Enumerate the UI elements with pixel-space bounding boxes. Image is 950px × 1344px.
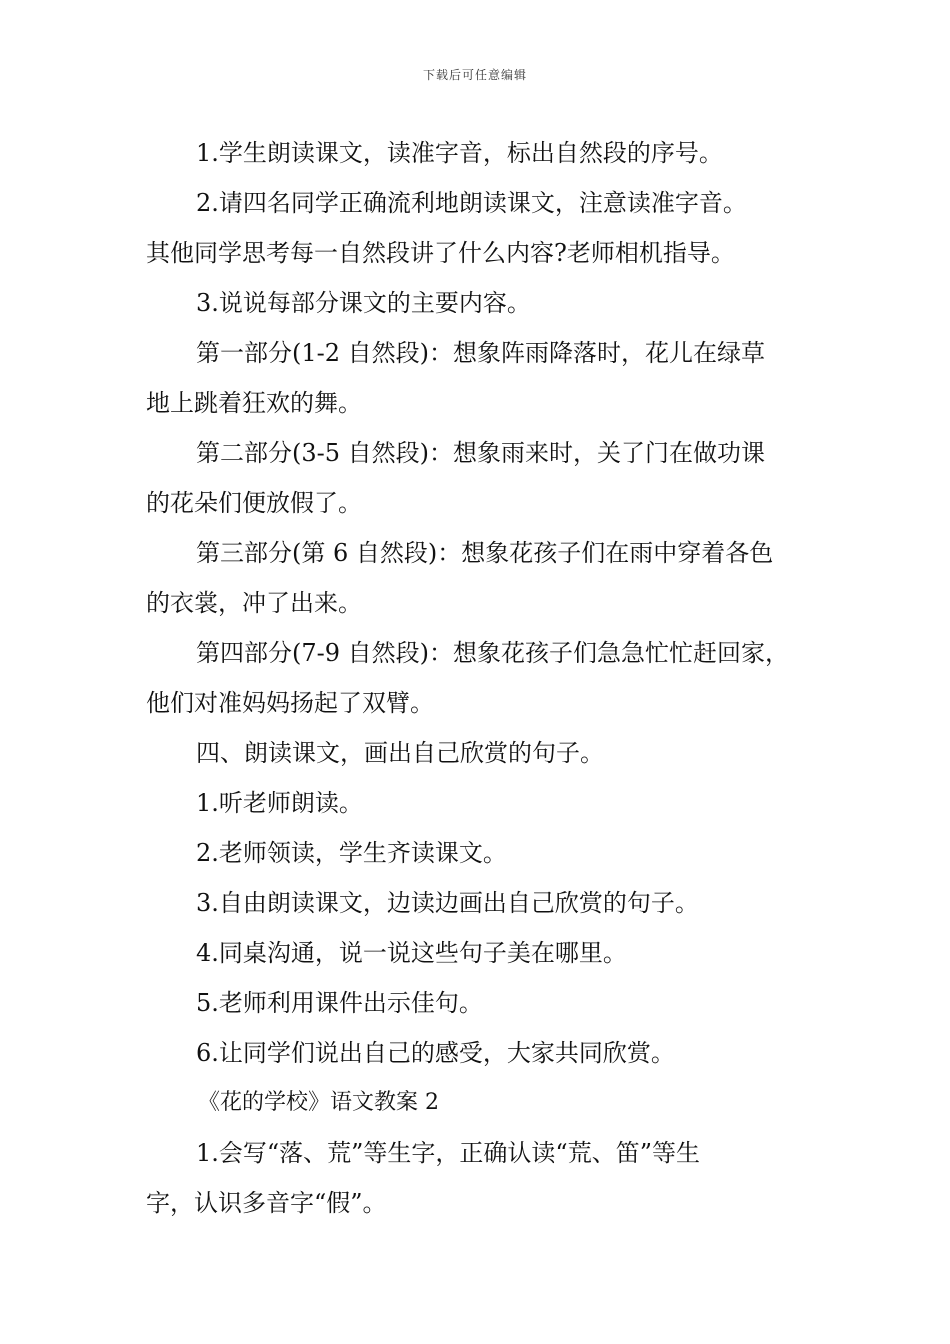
section-heading: 四、朗读课文，画出自己欣赏的句子。 xyxy=(196,739,604,767)
paragraph-line: 3.自由朗读课文，边读边画出自己欣赏的句子。 xyxy=(196,889,699,917)
paragraph-line: 5.老师利用课件出示佳句。 xyxy=(196,989,483,1017)
paragraph-line: 第二部分(3-5 自然段)：想象雨来时，关了门在做功课 xyxy=(196,439,766,467)
paragraph-line: 的衣裳，冲了出来。 xyxy=(146,589,362,617)
paragraph-line: 4.同桌沟通，说一说这些句子美在哪里。 xyxy=(196,939,627,967)
paragraph-line: 地上跳着狂欢的舞。 xyxy=(146,389,362,417)
paragraph-line: 2.老师领读，学生齐读课文。 xyxy=(196,839,507,867)
paragraph-line: 第四部分(7-9 自然段)：想象花孩子们急急忙忙赶回家， xyxy=(196,639,790,667)
paragraph-line: 1.学生朗读课文，读准字音，标出自然段的序号。 xyxy=(196,139,723,167)
paragraph-line: 6.让同学们说出自己的感受，大家共同欣赏。 xyxy=(196,1039,675,1067)
paragraph-line: 1.会写“落、荒”等生字，正确认读“荒、笛”等生 xyxy=(196,1139,700,1167)
paragraph-line: 2.请四名同学正确流利地朗读课文，注意读准字音。 xyxy=(196,189,747,217)
paragraph-line: 其他同学思考每一自然段讲了什么内容?老师相机指导。 xyxy=(146,239,735,267)
lesson-plan-title: 《花的学校》语文教案 2 xyxy=(198,1090,439,1115)
paragraph-line: 字，认识多音字“假”。 xyxy=(146,1189,387,1217)
page-header-note: 下载后可任意编辑 xyxy=(422,68,527,82)
paragraph-line: 1.听老师朗读。 xyxy=(196,789,363,817)
paragraph-line: 的花朵们便放假了。 xyxy=(146,489,362,517)
document-body xyxy=(146,128,822,1228)
paragraph-line: 他们对准妈妈扬起了双臂。 xyxy=(146,689,434,717)
paragraph-line: 第一部分(1-2 自然段)：想象阵雨降落时，花儿在绿草 xyxy=(196,339,766,367)
paragraph-line: 第三部分(第 6 自然段)：想象花孩子们在雨中穿着各色 xyxy=(196,539,774,567)
paragraph-line: 3.说说每部分课文的主要内容。 xyxy=(196,289,531,317)
